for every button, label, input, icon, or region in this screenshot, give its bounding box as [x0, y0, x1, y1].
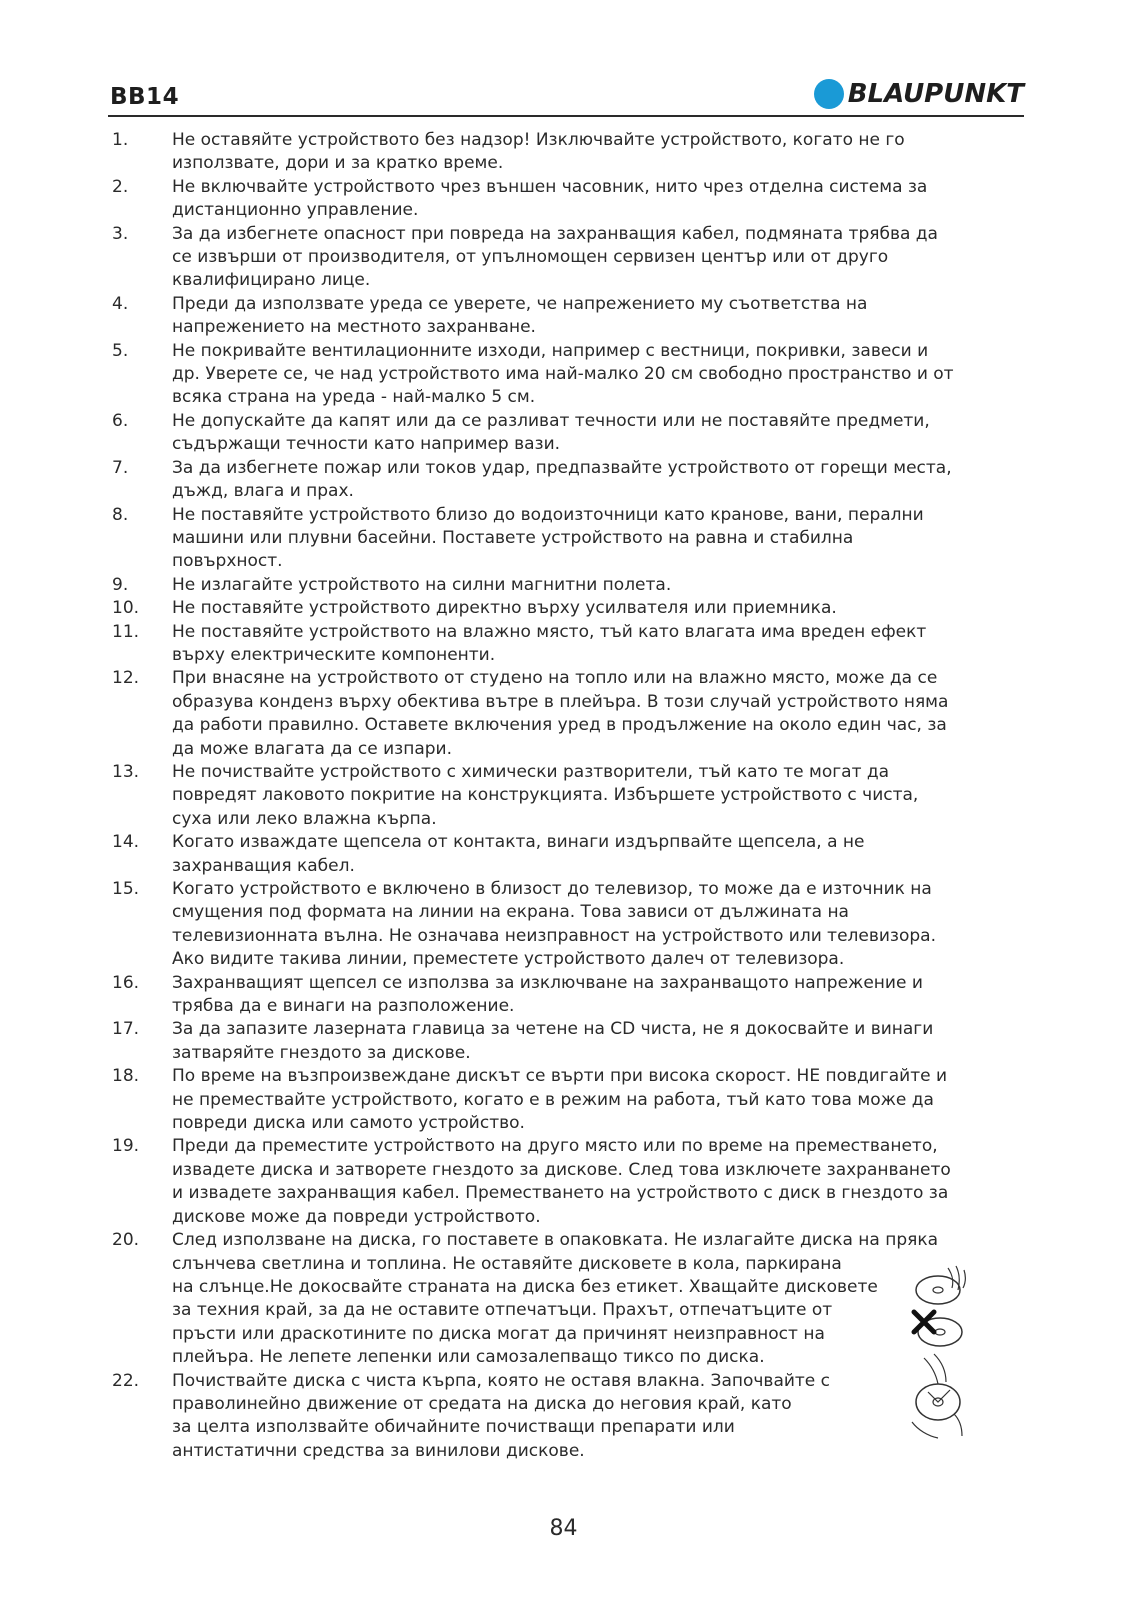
item-number: 2. — [112, 176, 129, 197]
item-text: За да избегнете опасност при повреда на захранващия кабел, подмяната трябва да се извърши от производителя, от упълномощен сервизен център или от друго квалифицирано лице. — [172, 223, 938, 291]
item-text: За да запазите лазерната главица за четене на CD чиста, не я докосвайте и винаги затваряйте гнездото за дискове. — [172, 1019, 934, 1063]
item-text: Не оставяйте устройството без надзор! Изключвайте устройството, когато не го използвате, дори и за кратко време. — [172, 130, 905, 174]
item-number: 1. — [112, 130, 129, 150]
item-number: 13. — [112, 761, 140, 782]
item-text: Не поставяйте устройството близо до водоизточници като кранове, вани, перални машини или плувни басейни. Поставете устройството на равна и стабилна повърхност. — [172, 504, 924, 572]
brand-logo — [814, 76, 1024, 112]
item-text: Не поставяйте устройството на влажно място, тъй като влагата има вреден ефект върху електрическите компоненти. — [172, 621, 927, 665]
page-number: 84 — [549, 1516, 578, 1541]
item-number: 16. — [112, 972, 140, 993]
item-number: 5. — [112, 340, 129, 361]
item-number: 19. — [112, 1136, 140, 1157]
list-item — [112, 457, 1032, 504]
item-text: Не почиствайте устройството с химически разтворители, тъй като те могат да повредят лаковото покритие на конструкцията. Избършете устройството с чиста, суха или леко влажна кърпа. — [172, 761, 919, 829]
list-item — [112, 878, 1032, 972]
item-number: 10. — [112, 598, 140, 619]
item-number: 11. — [112, 621, 140, 642]
item-number: 14. — [112, 832, 140, 853]
list-item — [112, 1065, 1032, 1135]
item-number: 22. — [112, 1370, 140, 1391]
brand-name: BLAUPUNKT — [847, 79, 1024, 109]
item-number: 12. — [112, 668, 140, 689]
list-item — [112, 504, 1032, 574]
disc-touch-prohibited-icon — [904, 1304, 974, 1354]
item-text: Когато устройството е включено в близост до телевизор, то може да е източник на смущения под формата на линии на екрана. Това зависи от дължината на телевизионната вълна. Не означава неизправност на устройството или телевизора. Ако видите такива линии, преместете устройството далеч от телевизора. — [172, 879, 936, 970]
safety-instructions-list — [112, 129, 1032, 1463]
list-item — [112, 761, 1032, 831]
item-number: 6. — [112, 410, 129, 431]
brand-dot-icon — [814, 79, 844, 109]
list-item — [112, 223, 1032, 293]
list-item — [112, 621, 1032, 668]
item-text: След използване на диска, го поставете в опаковката. Не излагайте диска на пряка слънчева светлина и топлина. Не оставяйте дисковете в кола, паркирана на слънце.Не докосвайте страната на диска без етикет. Хващайте дисковете за техния край, за да не оставите отпечатъци. Прахът, отпечатъците от пръсти или драскотините по диска могат да причинят неизправност на плейъра. Не лепете лепенки или самозалепващо тиксо по диска. — [172, 1230, 939, 1368]
list-item — [112, 972, 1032, 1019]
item-text: Преди да преместите устройството на друго място или по време на преместването, извадете диска и затворете гнездото за дискове. След това изключете захранването и извадете захранващия кабел. Преместването на устройството с диск в гнездото за дискове може да повреди устройството. — [172, 1136, 951, 1227]
list-item — [112, 1018, 1032, 1065]
item-text: Не покривайте вентилационните изходи, например с вестници, покривки, завеси и др. Уверете се, че над устройството има най-малко 20 см свободно пространство и от всяка страна на уреда - най-малко 5 см. — [172, 340, 954, 408]
item-number: 18. — [112, 1066, 140, 1087]
item-text: Когато изваждате щепсела от контакта, винаги издърпвайте щепсела, а не захранващия кабел. — [172, 832, 865, 876]
list-item — [112, 1370, 1032, 1464]
list-item — [112, 293, 1032, 340]
item-number: 7. — [112, 457, 129, 478]
page-header — [108, 74, 1024, 118]
disc-wipe-icon — [904, 1352, 974, 1442]
list-item — [112, 129, 1032, 176]
list-item — [112, 597, 1032, 620]
model-label: BB14 — [110, 84, 180, 110]
header-divider — [108, 115, 1024, 117]
disc-handling-illustrations — [900, 1260, 980, 1460]
list-item — [112, 831, 1032, 878]
list-item — [112, 340, 1032, 410]
item-text: При внасяне на устройството от студено на топло или на влажно място, може да се образува конденз върху обектива вътре в плейъра. В този случай устройството няма да работи правилно. Оставете включения уред в продължение на около един час, за да може влагата да се изпари. — [172, 668, 949, 759]
list-item — [112, 667, 1032, 761]
item-text: Не допускайте да капят или да се разливат течности или не поставяйте предмети, съдържащи течности като например вази. — [172, 410, 930, 455]
item-number: 8. — [112, 504, 129, 525]
item-text: Не включвайте устройството чрез външен часовник, нито чрез отделна система за дистанционно управление. — [172, 176, 928, 221]
item-number: 15. — [112, 879, 140, 899]
list-item — [112, 176, 1032, 223]
list-item — [112, 410, 1032, 457]
item-text: Захранващият щепсел се използва за изключване на захранващото напрежение и трябва да е винаги на разположение. — [172, 972, 923, 1017]
item-text: По време на възпроизвеждане дискът се върти при висока скорост. НЕ повдигайте и не премествайте устройството, когато е в режим на работа, тъй като това може да повреди диска или самото устройство. — [172, 1066, 948, 1134]
item-text: Почиствайте диска с чиста кърпа, която не оставя влакна. Започвайте с праволинейно движение от средата на диска до неговия край, като за целта използвайте обичайните почистващи препарати или антистатични средства за винилови дискове. — [172, 1370, 831, 1461]
item-text: Не поставяйте устройството директно върху усилвателя или приемника. — [172, 598, 837, 619]
item-number: 20. — [112, 1230, 140, 1251]
item-number: 3. — [112, 223, 129, 244]
item-number: 9. — [112, 574, 129, 595]
item-text: Не излагайте устройството на силни магнитни полета. — [172, 574, 672, 595]
list-item — [112, 1229, 1032, 1369]
disc-hand-hold-icon — [908, 1260, 978, 1310]
item-number: 17. — [112, 1019, 140, 1040]
list-item — [112, 1135, 1032, 1229]
item-text: Преди да използвате уреда се уверете, че напрежението му съответства на напрежението на местното захранване. — [172, 293, 868, 338]
item-text: За да избегнете пожар или токов удар, предпазвайте устройството от горещи места, дъжд, влага и прах. — [172, 457, 952, 502]
list-item — [112, 574, 1032, 597]
item-number: 4. — [112, 293, 129, 314]
